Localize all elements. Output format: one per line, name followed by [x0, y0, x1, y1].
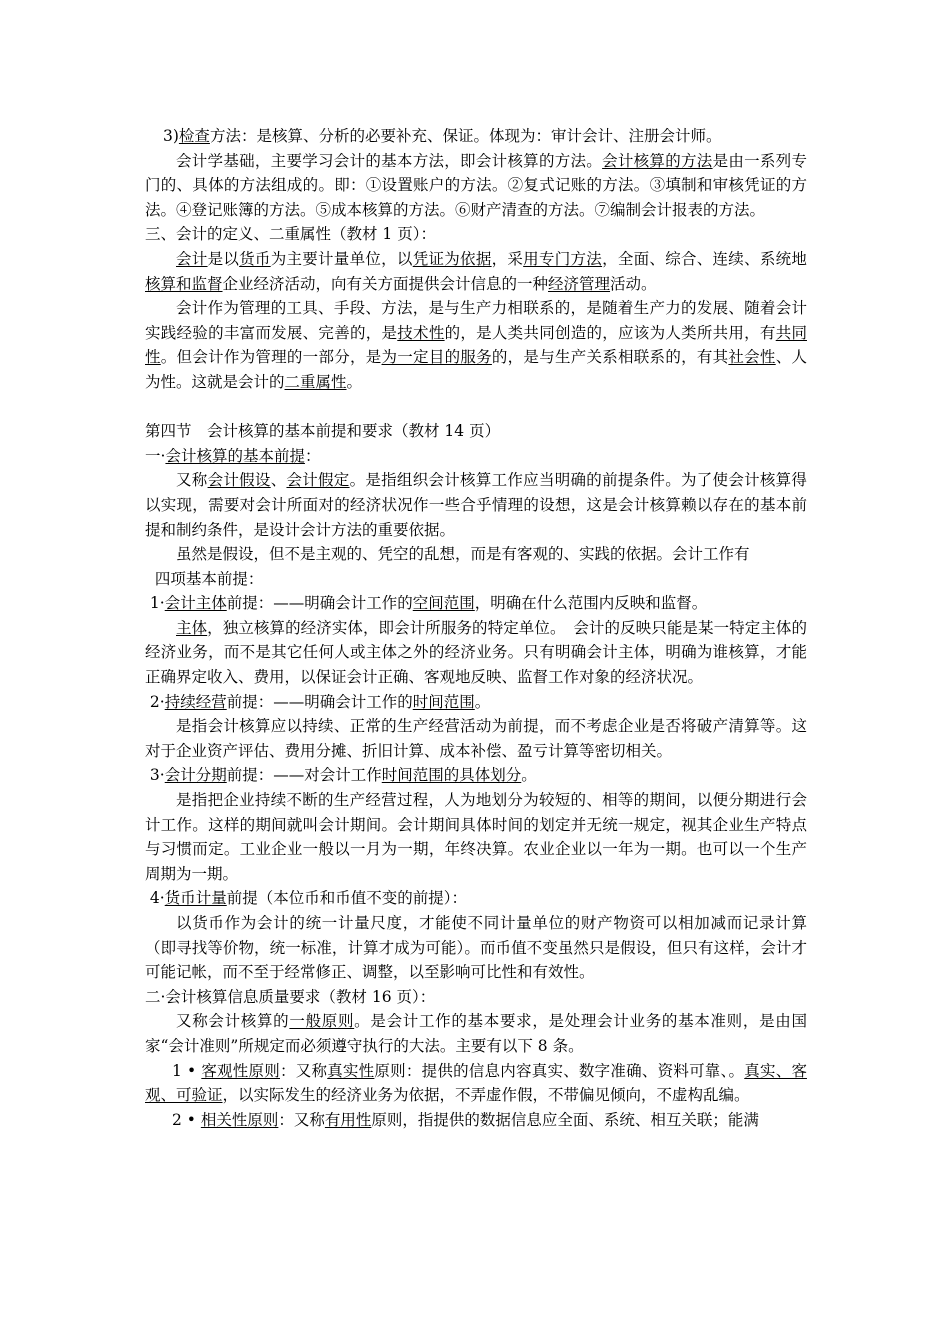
underlined-term: 客观性原则 — [201, 1061, 280, 1080]
text-run: ： — [304, 446, 321, 465]
underlined-term: 相关性原则 — [200, 1110, 279, 1129]
underlined-term: 检查 — [178, 127, 210, 145]
text-run: 、人为性。这就是会计的 — [145, 348, 807, 391]
text-run: 又称 — [176, 471, 208, 490]
document-body — [145, 124, 807, 1132]
text-run: 3) — [163, 127, 179, 145]
text-run: 2 • — [172, 1110, 201, 1129]
text-run: ，全面、综合、连续、系统地 — [602, 249, 807, 268]
text-run: 前提：——对会计工作 — [226, 766, 382, 785]
text-run: 3· — [145, 766, 165, 785]
paragraph-period-body — [145, 788, 807, 886]
text-run: ：又称 — [280, 1061, 328, 1080]
paragraph-quality-intro — [145, 1009, 807, 1058]
paragraph-objectivity-principle — [145, 1059, 807, 1108]
paragraph-dual-attribute — [145, 296, 807, 394]
text-run: 。 — [346, 372, 363, 391]
underlined-term: 空间范围 — [412, 594, 475, 613]
text-run: 二·会计核算信息质量要求（教材 16 页）： — [145, 987, 436, 1006]
paragraph-part-one-heading — [145, 444, 807, 469]
paragraph-going-concern-heading — [145, 690, 807, 715]
text-run: 为主要计量单位，以 — [270, 249, 413, 268]
underlined-term: 技术性 — [397, 323, 445, 342]
text-run: 是指会计核算应以持续、正常的生产经营活动为前提，而不考虑企业是否将破产清算等。这对于企业资产评估、费用分摊、折旧计算、成本补偿、盈亏计算等密切相关。 — [145, 717, 807, 760]
text-run: 。是指组织会计核算工作应当明确的前提条件。为了使会计核算得以实现，需要对会计所面对的经济状况作一些合乎情理的设想，这是会计核算赖以存在的基本前提和制约条件，是设计会计方法的重要依据。 — [145, 471, 807, 539]
paragraph-entity-body — [145, 616, 807, 690]
text-run: 方法：是核算、分析的必要补充、保证。体现为：审计会计、注册会计师。 — [209, 127, 722, 145]
text-run: 虽然是假设，但不是主观的、凭空的乱想，而是有客观的、实践的依据。会计工作有 — [176, 545, 750, 564]
paragraph-accounting-methods-intro — [145, 149, 807, 223]
underlined-term: 会计核算的方法 — [602, 151, 713, 170]
text-run: ，采 — [491, 249, 524, 268]
underlined-term: 会计分期 — [164, 766, 227, 785]
underlined-term: 为一定目的服务 — [381, 348, 492, 367]
text-run: 、 — [270, 471, 287, 490]
paragraph-accounting-definition — [145, 247, 807, 296]
paragraph-part-two-heading — [145, 985, 807, 1010]
text-run: 以货币作为会计的统一计量尺度，才能使不同计量单位的财产物资可以相加减而记录计算（即寻找等价物，统一标准，计算才成为可能）。而币值不变虽然只是假设，但只有这样，会计才可能记帐，而不至于经常修正、调整，以至影响可比性和有效性。 — [145, 914, 807, 982]
text-run: ：又称 — [278, 1110, 325, 1129]
paragraph-relevance-principle — [145, 1108, 807, 1133]
paragraph-entity-heading — [145, 591, 807, 616]
paragraph-monetary-heading — [145, 886, 807, 911]
paragraph-period-heading — [145, 763, 807, 788]
text-run: 原则：提供的信息内容真实、数字准确、资料可靠、。 — [374, 1061, 745, 1080]
underlined-term: 一般原则 — [289, 1012, 355, 1031]
text-run: 是指把企业持续不断的生产经营过程，人为地划分为较短的、相等的期间，以便分期进行会计工作。这样的期间就叫会计期间。会计期间具体时间的划定并无统一规定，视其企业生产特点与习惯而定。工业企业一般以一月为一期，年终决算。农业企业以一年为一期。也可以一个生产周期为一期。 — [145, 791, 807, 883]
paragraph-going-concern-body — [145, 714, 807, 763]
underlined-term: 有用性 — [324, 1110, 372, 1129]
text-run: 活动。 — [610, 274, 657, 293]
paragraph-spacer — [145, 395, 807, 420]
text-run: 的，是人类共同创造的，应该为人类所共用，有 — [444, 323, 776, 342]
text-run: 前提：——明确会计工作的 — [226, 692, 413, 711]
text-run: 四项基本前提： — [145, 569, 264, 588]
paragraph-section-four-heading — [145, 419, 807, 444]
paragraph-monetary-body — [145, 911, 807, 985]
underlined-term: 持续经营 — [164, 692, 227, 711]
text-run: ，以实际发生的经济业务为依据，不弄虚作假，不带偏见倾向，不虚构乱编。 — [222, 1086, 750, 1105]
text-run: 又称会计核算的 — [176, 1012, 290, 1031]
text-run: 是以 — [207, 249, 240, 268]
text-run: 。是会计工作的基本要求，是处理会计业务的基本准则，是由国家“会计准则”所规定而必须遵守执行的大法。主要有以下 8 条。 — [145, 1012, 807, 1055]
text-run: 是由一系列专门的、具体的方法组成的。即：①设置账户的方法。②复式记账的方法。③填制和审核凭证的方法。④登记账簿的方法。⑤成本核算的方法。⑥财产清查的方法。⑦编制会计报表的方法。 — [145, 151, 807, 219]
text-run: 2· — [145, 692, 165, 711]
text-run: 。但会计作为管理的一部分，是 — [160, 348, 382, 367]
underlined-term: 真实性 — [327, 1061, 375, 1080]
text-run: 三、会计的定义、二重属性（教材 1 页）： — [145, 225, 436, 244]
underlined-term: 共同性 — [145, 323, 807, 367]
underlined-term: 二重属性 — [284, 372, 347, 391]
text-run: 第四节 会计核算的基本前提和要求（教材 14 页） — [145, 422, 501, 441]
underlined-term: 货币 — [239, 249, 271, 268]
underlined-term: 会计核算的基本前提 — [165, 446, 305, 465]
underlined-term: 凭证为依据 — [412, 249, 492, 268]
underlined-term: 会计主体 — [164, 594, 227, 613]
underlined-term: 会计 — [176, 249, 208, 268]
paragraph-assumption-intro — [145, 468, 807, 542]
underlined-term: 经济管理 — [548, 274, 611, 293]
text-run: 会计学基础，主要学习会计的基本方法，即会计核算的方法。 — [176, 151, 603, 170]
text-run: 4· — [145, 889, 165, 908]
paragraph-four-assumptions — [145, 542, 807, 567]
underlined-term: 主体 — [176, 618, 208, 637]
underlined-term: 时间范围的具体划分 — [381, 766, 522, 785]
underlined-term: 会计假定 — [286, 471, 350, 490]
text-run: 。 — [521, 766, 537, 785]
text-run: 原则，指提供的数据信息应全面、系统、相互关联；能满 — [371, 1110, 759, 1129]
underlined-term: 核算和监督 — [145, 274, 223, 293]
paragraph-four-assumptions-cont — [145, 567, 807, 592]
text-run: 一· — [145, 446, 166, 465]
underlined-term: 用专门方法 — [523, 249, 603, 268]
text-run: 1 • — [172, 1061, 202, 1080]
text-run: 前提：——明确会计工作的 — [226, 594, 413, 613]
underlined-term: 会计假设 — [207, 471, 271, 490]
underlined-term: 时间范围 — [412, 692, 475, 711]
text-run: 1· — [145, 594, 165, 613]
underlined-term: 真实、客观、可验证 — [145, 1061, 807, 1105]
text-run: 企业经济活动，向有关方面提供会计信息的一种 — [222, 274, 549, 293]
underlined-term: 社会性 — [728, 348, 776, 367]
text-run: 前提（本位币和币值不变的前提）： — [226, 889, 467, 908]
underlined-term: 货币计量 — [164, 889, 227, 908]
text-run: 。 — [474, 692, 491, 711]
text-run: ，明确在什么范围内反映和监督。 — [474, 594, 708, 613]
text-run: 的，是与生产关系相联系的，有其 — [491, 348, 729, 367]
text-run: ，独立核算的经济实体，即会计所服务的特定单位。 会计的反映只能是某一特定主体的经济业务，而不是其它任何人或主体之外的经济业务。只有明确会计主体，明确为谁核算，才能正确界定收入、费用，以保证会计正确、客观地反映、监督工作对象的经济状况。 — [145, 618, 807, 687]
paragraph-section-three-heading — [145, 222, 807, 247]
text-run: 会计作为管理的工具、手段、方法，是与生产力相联系的，是随着生产力的发展、随着会计实践经验的丰富而发展、完善的，是 — [145, 299, 807, 342]
paragraph-method-inspection — [145, 124, 807, 149]
